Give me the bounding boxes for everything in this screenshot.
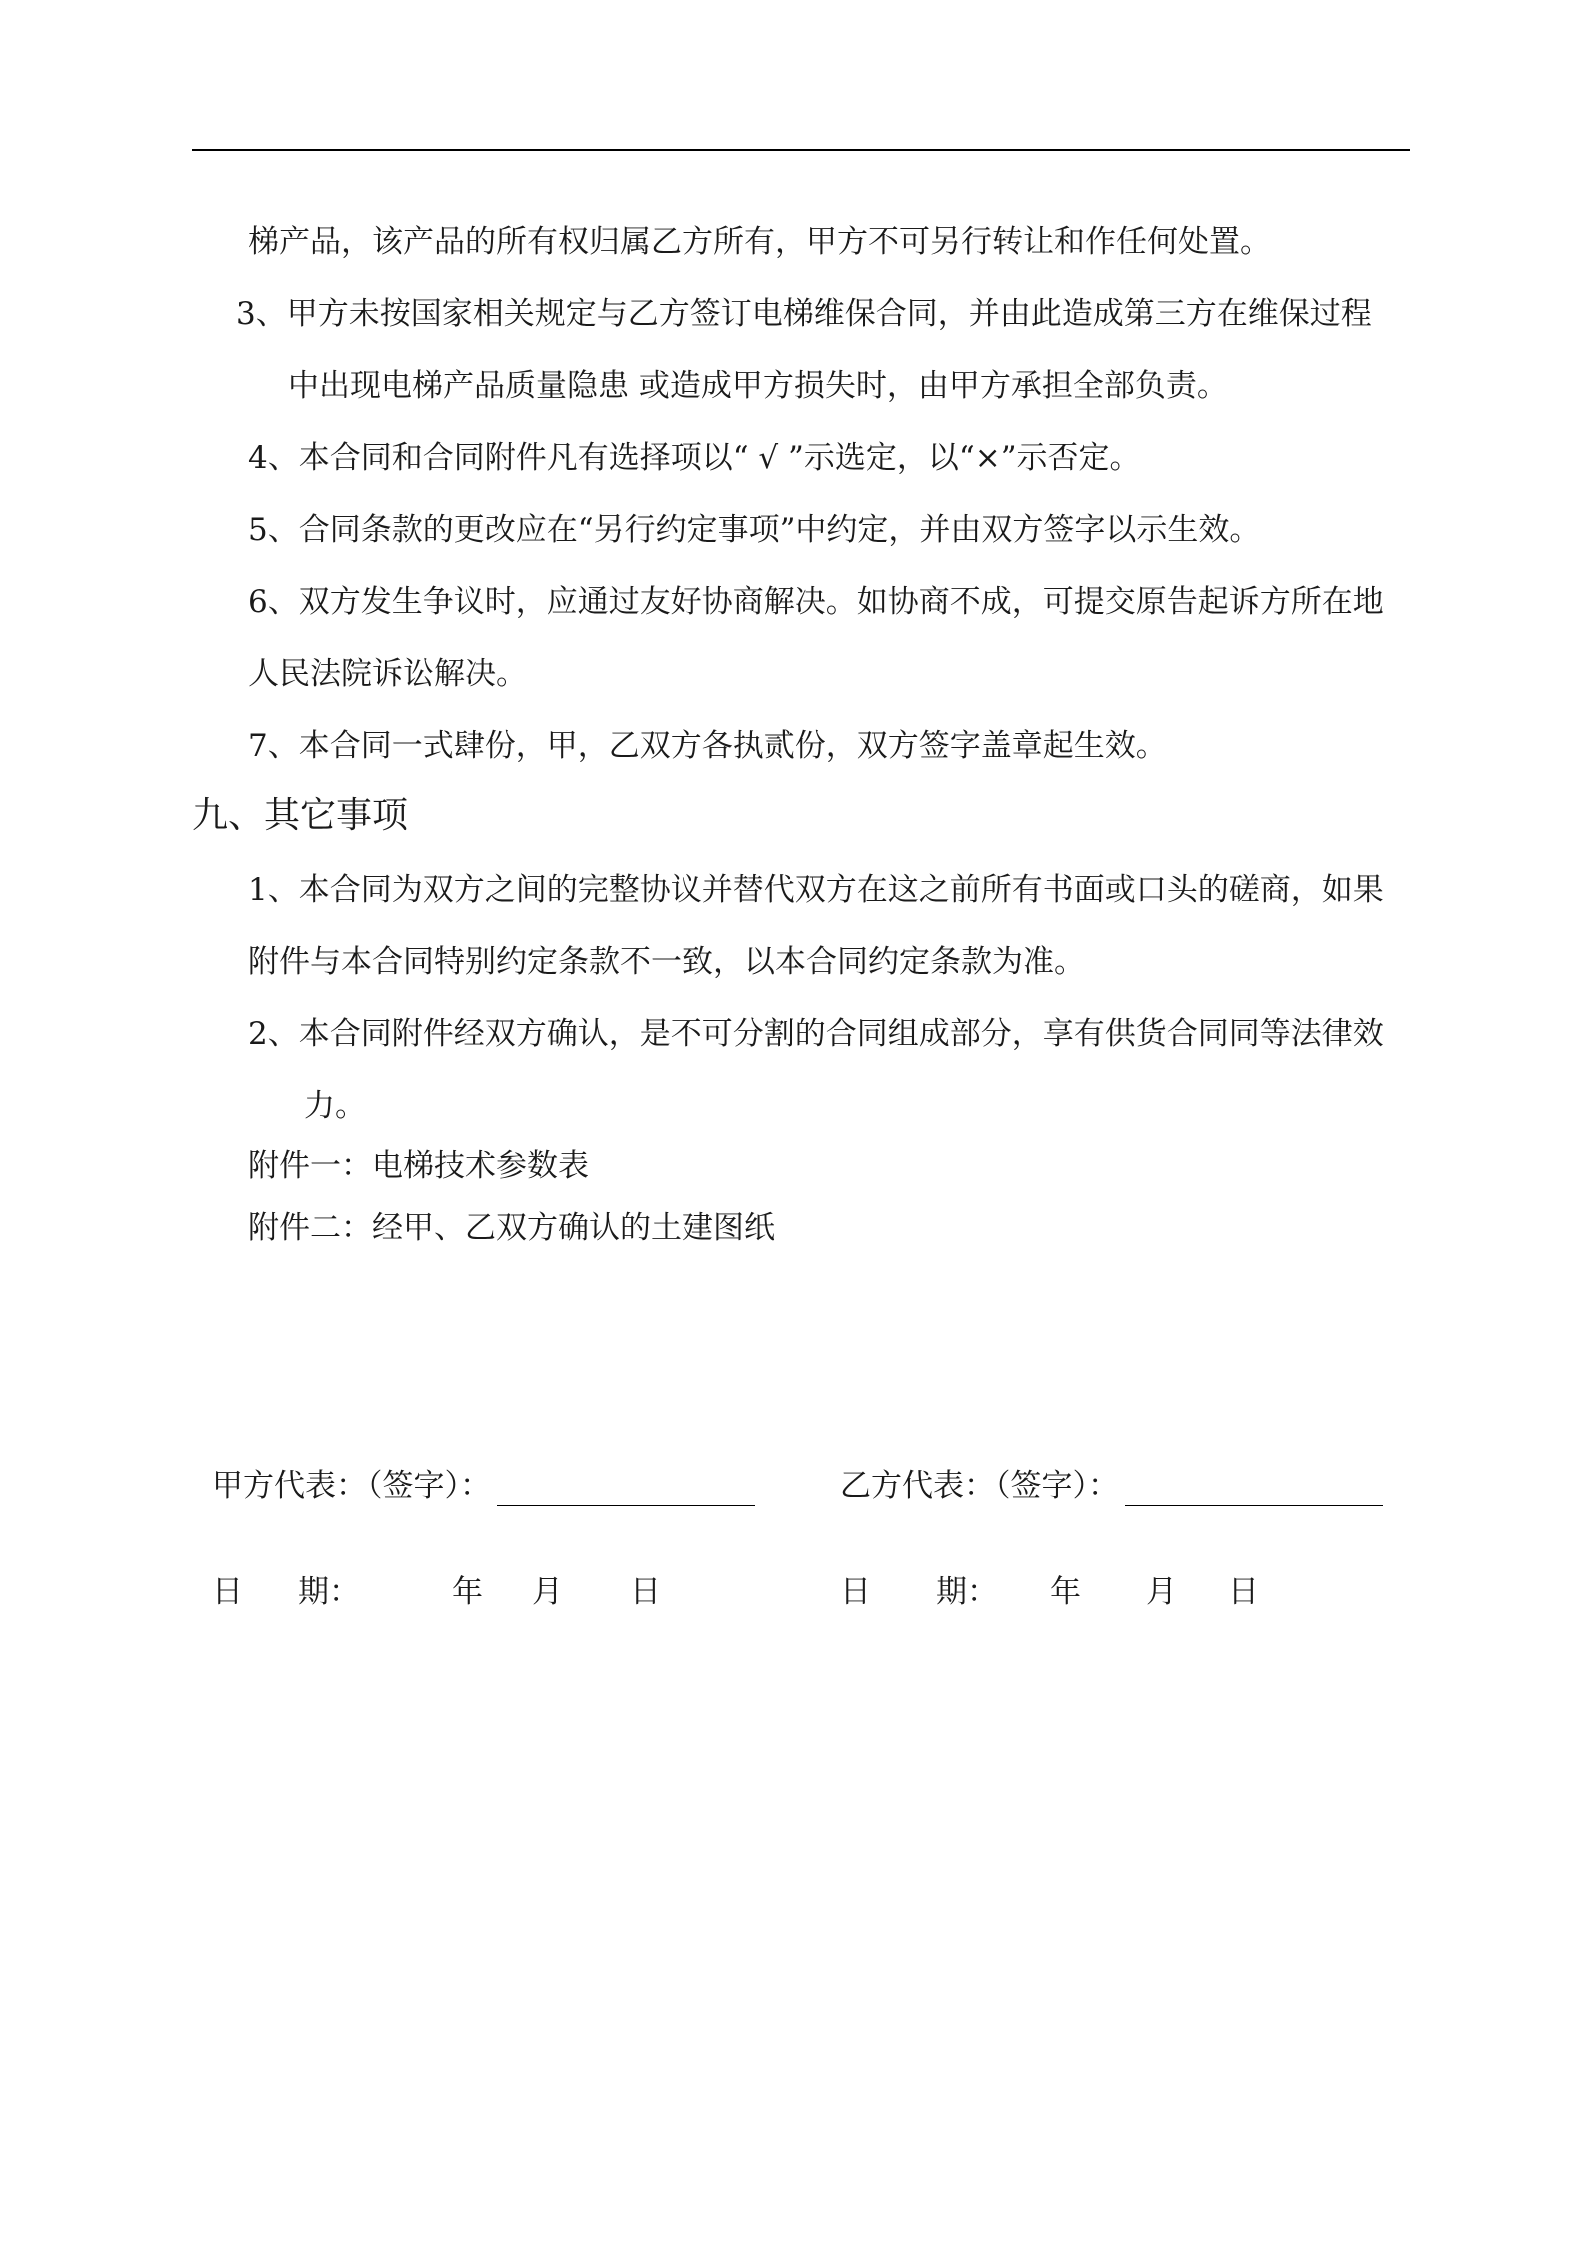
party-b-signature: [840, 1466, 1383, 1506]
clause-line: 7、本合同一式肆份，甲，乙双方各执贰份，双方签字盖章起生效。: [248, 728, 1167, 764]
party-b-signature-line[interactable]: [1125, 1471, 1383, 1506]
date-label-day-char: 日: [212, 1574, 243, 1610]
section-line: 附件与本合同特别约定条款不一致，以本合同约定条款为准。: [248, 944, 1085, 980]
date-month: 月: [1146, 1574, 1177, 1610]
date-day: 日: [630, 1574, 661, 1610]
clause-line: 中出现电梯产品质量隐患 或造成甲方损失时，由甲方承担全部负责。: [288, 368, 1228, 404]
section-line: 1、本合同为双方之间的完整协议并替代双方在这之前所有书面或口头的磋商，如果: [248, 872, 1384, 908]
date-year: 年: [1050, 1574, 1081, 1610]
party-a-label: 甲方代表：（签字）：: [212, 1468, 491, 1504]
date-label-day-char: 日: [840, 1574, 871, 1610]
date-year: 年: [452, 1574, 483, 1610]
party-a-date: [212, 1572, 692, 1612]
section-line: 力。: [304, 1088, 366, 1124]
clause-line: 6、双方发生争议时，应通过友好协商解决。如协商不成，可提交原告起诉方所在地: [248, 584, 1384, 620]
section-line: 2、本合同附件经双方确认，是不可分割的合同组成部分，享有供货合同同等法律效: [248, 1016, 1384, 1052]
party-b-label: 乙方代表：（签字）：: [840, 1468, 1119, 1504]
header-rule: [192, 149, 1410, 151]
date-label-period: 期：: [298, 1574, 360, 1610]
attachment-line: 附件二：经甲、乙双方确认的土建图纸: [248, 1210, 775, 1246]
clause-line: 3、甲方未按国家相关规定与乙方签订电梯维保合同，并由此造成第三方在维保过程: [236, 296, 1372, 332]
date-day: 日: [1228, 1574, 1259, 1610]
party-a-signature: [212, 1466, 755, 1506]
party-b-date: [840, 1572, 1320, 1612]
date-month: 月: [532, 1574, 563, 1610]
date-label-period: 期：: [936, 1574, 998, 1610]
clause-line: 5、合同条款的更改应在“另行约定事项”中约定，并由双方签字以示生效。: [248, 512, 1261, 548]
party-a-signature-line[interactable]: [497, 1471, 755, 1506]
clause-line: 梯产品，该产品的所有权归属乙方所有，甲方不可另行转让和作任何处置。: [248, 224, 1271, 260]
attachment-line: 附件一：电梯技术参数表: [248, 1148, 589, 1184]
clause-line: 4、本合同和合同附件凡有选择项以“ √ ”示选定，以“×”示否定。: [248, 440, 1141, 476]
clause-line: 人民法院诉讼解决。: [248, 656, 527, 692]
section-heading: 九、其它事项: [192, 795, 409, 836]
